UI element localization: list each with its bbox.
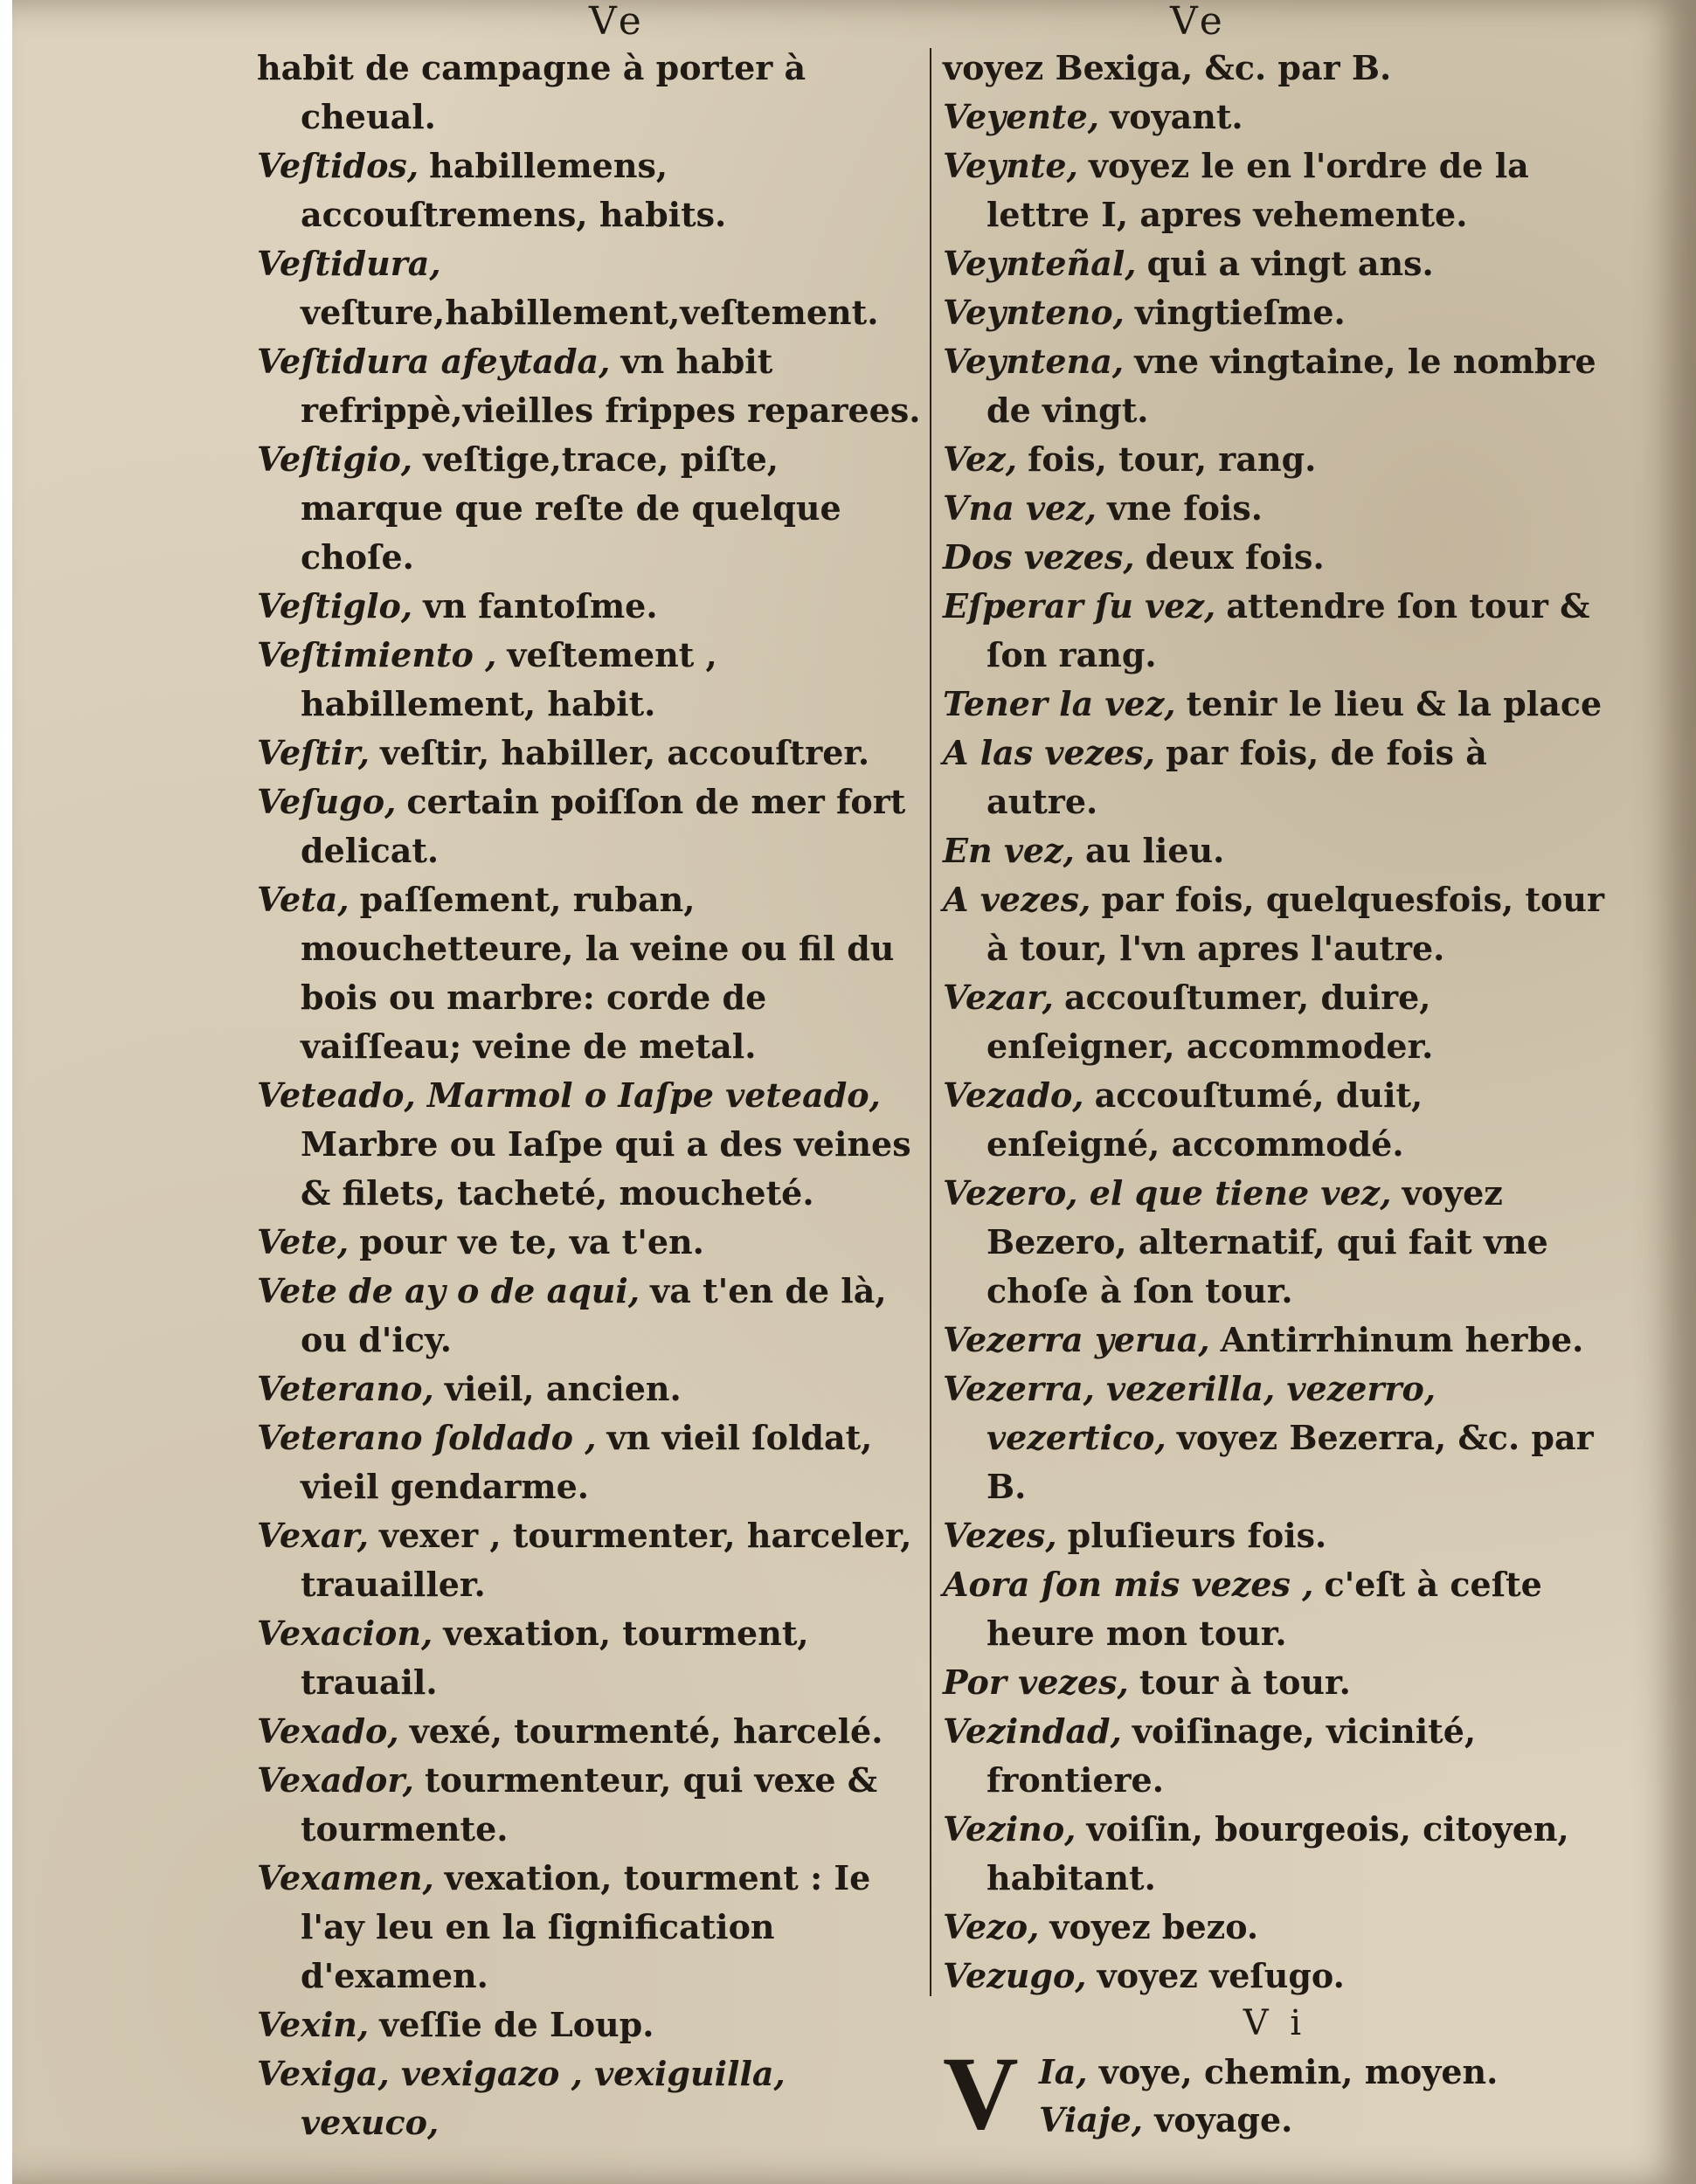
dictionary-entry: voyez Bexiga, &c. par B.	[943, 48, 1392, 87]
dictionary-entry: Vexado, vexé, tourmenté, harcelé.	[257, 1711, 883, 1751]
dictionary-entry: habit de campagne à porter à cheual.	[257, 48, 806, 136]
dictionary-entry: Veterano ſoldado , vn vieil ſoldat, vieil gendarme.	[257, 1418, 873, 1506]
dictionary-entry: Vezerra yerua, Antirrhinum herbe.	[943, 1320, 1584, 1359]
dictionary-entry: Dos vezes, deux fois.	[943, 537, 1325, 577]
dictionary-entry: Vezero, el que tiene vez, voyez Bezero, alternatif, qui fait vne choſe à ſon tour.	[943, 1173, 1548, 1310]
dictionary-entry: Vexacion, vexation, tourment, trauail.	[257, 1614, 809, 1702]
dictionary-entry: Vete, pour ve te, va t'en.	[257, 1222, 704, 1261]
dictionary-entry: Vexar, vexer , tourmenter, harceler, trauailler.	[257, 1516, 912, 1604]
dictionary-entry: Vezerra, vezerilla, vezerro, vezertico, voyez Bezerra, &c. par B.	[943, 1369, 1594, 1506]
running-head-right: Ve	[1170, 0, 1228, 44]
dictionary-entry: Vezes, pluſieurs fois.	[943, 1516, 1327, 1555]
dictionary-entry: Veteado, Marmol o Iaſpe veteado, Marbre ou Iaſpe qui a des veines & filets, tacheté, moucheté.	[257, 1075, 911, 1213]
dictionary-entry: Veyente, voyant.	[943, 97, 1243, 136]
dictionary-entry: Veyntena, vne vingtaine, le nombre de vingt.	[943, 342, 1596, 430]
dictionary-entry: Viaje, voyage.	[1039, 2100, 1293, 2139]
dictionary-entry: Vna vez, vne fois.	[943, 488, 1263, 528]
dictionary-entry: Veta, paſſement, ruban, mouchetteure, la veine ou fil du bois ou marbre: corde de vaiſſeau; veine de metal.	[257, 880, 895, 1066]
dictionary-entry: Veterano, vieil, ancien.	[257, 1369, 682, 1408]
dictionary-entry: Vete de ay o de aqui, va t'en de là, ou d'icy.	[257, 1271, 887, 1359]
column-rule	[930, 48, 931, 1996]
right-entries	[943, 44, 1607, 2151]
left-entries	[257, 44, 921, 2147]
dictionary-entry: Vexiga, vexigazo , vexiguilla, vexuco,	[257, 2054, 786, 2142]
dictionary-entry: Ia, voye, chemin, moyen.	[1039, 2052, 1499, 2091]
dictionary-entry: Aora ſon mis vezes , c'eſt à ceſte heure mon tour.	[943, 1565, 1542, 1653]
dictionary-entry: Veynte, voyez le en l'ordre de la lettre I, apres vehemente.	[943, 146, 1529, 234]
dictionary-entry: Veſtimiento , veſtement , habillement, habit.	[257, 635, 717, 723]
dictionary-entry: Vezado, accouſtumé, duit, enſeigné, accommodé.	[943, 1075, 1423, 1164]
drop-cap-letter: V	[943, 2035, 1019, 2151]
dictionary-entry: Veſtir, veſtir, habiller, accouſtrer.	[257, 733, 870, 772]
section-heading: V i	[1243, 2003, 1307, 2043]
book-page	[12, 0, 1696, 2184]
dictionary-entry: Por vezes, tour à tour.	[943, 1662, 1351, 1702]
dropcap-block	[943, 2035, 1607, 2151]
dictionary-entry: Veſtiglo, vn fantoſme.	[257, 586, 658, 625]
dictionary-entry: Veſtidura, veſture,habillement,veſtement.	[257, 244, 879, 332]
dictionary-entry: Eſperar ſu vez, attendre ſon tour & ſon rang.	[943, 586, 1590, 674]
dictionary-entry: Veynteno, vingtieſme.	[943, 293, 1346, 332]
dictionary-entry: Tener la vez, tenir le lieu & la place	[943, 684, 1603, 723]
dictionary-entry: Veſtidos, habillemens, accouſtremens, habits.	[257, 146, 727, 234]
dictionary-entry: En vez, au lieu.	[943, 831, 1225, 870]
dictionary-entry: Vezindad, voiſinage, vicinité, frontiere.	[943, 1711, 1477, 1800]
dictionary-entry: Vezo, voyez bezo.	[943, 1907, 1259, 1946]
dictionary-entry: Vezar, accouſtumer, duire, enſeigner, accommoder.	[943, 978, 1434, 1066]
dictionary-entry: Veſugo, certain poiſſon de mer fort delicat.	[257, 782, 906, 870]
dictionary-entry: Veynteñal, qui a vingt ans.	[943, 244, 1434, 283]
dictionary-entry: Veſtidura afeytada, vn habit refrippè,vieilles frippes reparees.	[257, 342, 921, 430]
dictionary-entry: Vez, fois, tour, rang.	[943, 439, 1317, 479]
running-head-left: Ve	[589, 0, 647, 44]
dictionary-entry: Vexamen, vexation, tourment : Ie l'ay leu en la ſignification d'examen.	[257, 1858, 871, 1995]
dictionary-entry: Vezino, voiſin, bourgeois, citoyen, habitant.	[943, 1809, 1569, 1897]
dictionary-entry: A vezes, par fois, quelquesfois, tour à tour, l'vn apres l'autre.	[943, 880, 1604, 968]
dictionary-entry: Vexador, tourmenteur, qui vexe & tourmente.	[257, 1760, 878, 1849]
dictionary-entry: Veſtigio, veſtige,trace, piſte, marque que reſte de quelque choſe.	[257, 439, 841, 577]
dictionary-entry: Vezugo, voyez veſugo.	[943, 1956, 1345, 1995]
dictionary-entry: Vexin, veſſie de Loup.	[257, 2005, 654, 2044]
dictionary-entry: A las vezes, par fois, de fois à autre.	[943, 733, 1487, 821]
